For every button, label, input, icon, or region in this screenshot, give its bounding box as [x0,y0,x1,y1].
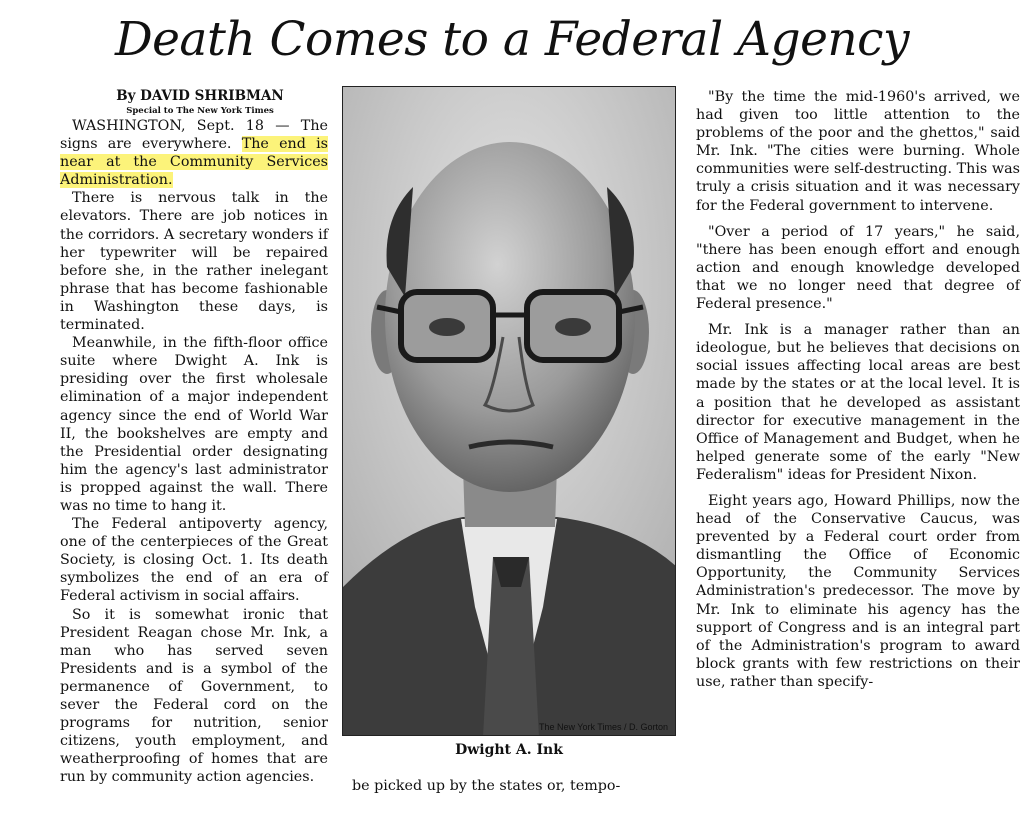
article-paragraph: Meanwhile, in the fifth-floor office suite where Dwight A. Ink is presiding over the first wholesale elimination of a major independent agency since the end of World War II, the bookshelves are empty and the Presidential order designating him the agency's last administrator is propped against the wall. There was no time to hang it. [60,335,328,514]
article-paragraph: Mr. Ink is a manager rather than an ideologue, but he believes that decisions on social issues affecting local areas are best made by the states or at the local level. It is a position that he developed as assistant director for executive management in the Office of Management and Budget, when he helped generate some of the early "New Federalism" ideas for President Nixon. [696,322,1020,483]
article-paragraph: "Over a period of 17 years," he said, "there has been enough effort and enough action and enough knowledge developed that we no longer need that degree of Federal presence." [696,223,1020,313]
article-paragraph: Eight years ago, Howard Phillips, now the head of the Conservative Caucus, was prevented by a Federal court order from dismantling the Office of Economic Opportunity, the Community Services Administration's predecessor. The move by Mr. Ink to eliminate his agency has the support of Congress and is an integral part of the Administration's program to award block grants with few restrictions on their use, rather than specify- [696,492,1020,690]
portrait-illustration [343,87,676,736]
headline: Death Comes to a Federal Agency [114,12,910,67]
article-column-3 [696,88,1020,699]
portrait-photo [342,86,676,736]
byline: By DAVID SHRIBMAN [116,88,284,104]
photo-credit: The New York Times / D. Gorton [538,722,668,732]
article-column-1 [60,88,328,786]
photo-caption: Dwight A. Ink [455,742,563,758]
article-paragraph: So it is somewhat ironic that President Reagan chose Mr. Ink, a man who has served seven Presidents and is a symbol of the permanence of Government, to sever the Federal cord on the programs for nutrition, senior citizens, youth employment, and weatherproofing of homes that are run by community action agencies. [60,606,328,786]
column-2-continuation: be picked up by the states or, tempo- [352,778,621,794]
lead-paragraph [60,117,328,189]
special-dateline: Special to The New York Times [126,106,274,116]
article-paragraph: "By the time the mid-1960's arrived, we had given too little attention to the problems of the poor and the ghettos," said Mr. Ink. "The cities were burning. Whole communities were self-destructing. This was truly a crisis situation and it was necessary for the Federal government to intervene. [696,89,1020,214]
article-paragraph: The Federal antipoverty agency, one of the centerpieces of the Great Society, is closing Oct. 1. Its death symbolizes the end of an era of Federal activism in social affairs. [60,516,328,605]
article-paragraph: There is nervous talk in the elevators. There are job notices in the corridors. A secretary wonders if her typewriter will be repaired before she, in the rather inelegant phrase that has become fashionable in Washington these days, is terminated. [60,190,328,334]
lead-text: WASHINGTON, Sept. 18 — The signs are everywhere. [60,118,328,153]
highlighted-sentence: The end is near at the Community Services Administration. [60,136,329,189]
